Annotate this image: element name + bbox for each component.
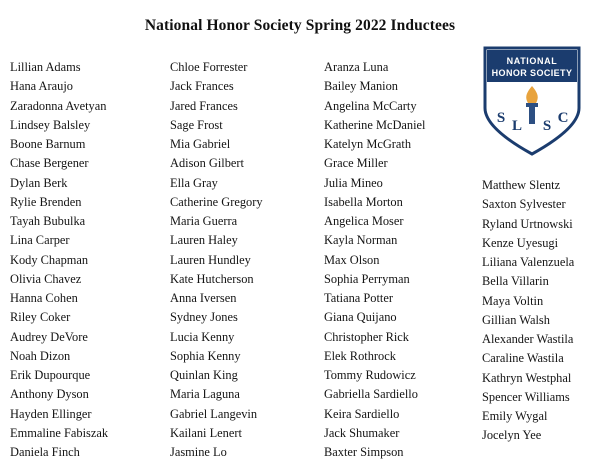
inductee-name: Zaradonna Avetyan (10, 98, 107, 113)
inductee-name: Riley Coker (10, 310, 71, 325)
inductee-name: Erik Dupourque (10, 368, 91, 382)
inductee-name: Gillian Walsh (482, 312, 550, 327)
inductee-name: Emmaline Fabiszak (10, 425, 109, 440)
svg-text:S: S (496, 110, 506, 126)
inductee-name: Saxton Sylvester (482, 197, 566, 212)
inductee-name: Hanna Cohen (10, 291, 78, 305)
inductee-name: Adison Gilbert (170, 156, 244, 171)
inductee-name: Max Olson (324, 252, 380, 267)
inductee-name: Angelina McCarty (324, 98, 417, 113)
inductee-column-4 (478, 58, 600, 462)
inductee-name: Keira Sardiello (324, 406, 400, 421)
inductee-name: Sage Frost (170, 117, 223, 132)
inductee-name: Anthony Dyson (10, 387, 89, 402)
inductee-name: Hana Araujo (10, 79, 73, 94)
inductee-name: Kate Hutcherson (170, 271, 254, 286)
inductee-name: Jocelyn Yee (482, 428, 542, 443)
inductee-name: Isabella Morton (324, 194, 403, 209)
inductee-name: Giana Quijano (324, 310, 397, 325)
inductee-name: Ryland Urtnowski (482, 216, 573, 231)
inductee-name: Maria Guerra (170, 214, 238, 228)
inductee-name: Bella Villarin (482, 274, 549, 289)
svg-text:NATIONAL: NATIONAL (506, 56, 558, 66)
inductee-name: Olivia Chavez (10, 271, 82, 286)
inductee-name: Rylie Brenden (10, 194, 82, 209)
inductee-name: Sophia Kenny (170, 348, 241, 363)
inductee-name: Kathryn Westphal (482, 370, 572, 385)
inductee-name: Jared Frances (170, 98, 238, 113)
inductee-name: Ella Gray (170, 175, 218, 190)
svg-text:C: C (557, 110, 569, 126)
inductee-name: Quinlan King (170, 368, 238, 382)
inductee-name: Angelica Moser (324, 214, 404, 228)
inductee-name: Jasmine Lo (170, 445, 227, 459)
svg-text:S: S (542, 118, 552, 134)
inductee-name: Noah Dizon (10, 348, 71, 363)
inductee-name: Lauren Haley (170, 233, 238, 248)
inductee-name: Katelyn McGrath (324, 137, 412, 151)
inductee-name: Maya Voltin (482, 293, 544, 308)
inductee-name: Hayden Ellinger (10, 406, 92, 421)
inductee-name: Boone Barnum (10, 137, 86, 151)
inductee-name: Bailey Manion (324, 79, 398, 94)
inductee-columns (0, 58, 600, 462)
inductee-name: Liliana Valenzuela (482, 255, 575, 269)
inductee-name: Spencer Williams (482, 389, 570, 404)
inductee-name: Audrey DeVore (10, 329, 88, 344)
inductee-name: Catherine Gregory (170, 194, 263, 209)
inductee-name: Kenze Uyesugi (482, 235, 559, 250)
inductee-name: Tayah Bubulka (10, 214, 86, 228)
inductee-name: Alexander Wastila (482, 332, 574, 346)
inductee-name: Lucia Kenny (170, 329, 235, 344)
inductee-name: Tommy Rudowicz (324, 368, 416, 382)
inductee-name: Baxter Simpson (324, 445, 404, 459)
page-title: National Honor Society Spring 2022 Inductees (144, 17, 456, 34)
inductee-name: Christopher Rick (324, 329, 410, 344)
inductee-name: Anna Iversen (170, 291, 237, 305)
inductee-name: Julia Mineo (324, 175, 383, 190)
inductee-name: Kayla Norman (324, 233, 398, 248)
inductee-name: Grace Miller (324, 156, 388, 171)
inductee-name: Emily Wygal (482, 409, 548, 423)
inductee-name: Daniela Finch (10, 445, 80, 459)
inductee-name: Kailani Lenert (170, 425, 242, 440)
inductee-name: Caraline Wastila (482, 351, 564, 366)
inductee-name: Katherine McDaniel (324, 117, 426, 132)
inductee-name: Gabriel Langevin (170, 406, 258, 421)
inductee-name: Matthew Slentz (482, 178, 561, 192)
inductee-name: Sydney Jones (170, 310, 238, 325)
inductee-name: Lillian Adams (10, 60, 81, 74)
svg-text:L: L (511, 118, 523, 134)
inductee-name: Jack Shumaker (324, 425, 400, 440)
inductee-name: Chloe Forrester (170, 60, 248, 74)
inductee-column-1 (0, 58, 166, 462)
inductee-name: Chase Bergener (10, 156, 89, 171)
inductee-name: Jack Frances (170, 79, 234, 94)
inductee-column-2 (166, 58, 320, 462)
inductee-name: Gabriella Sardiello (324, 387, 418, 402)
inductee-name: Elek Rothrock (324, 348, 396, 363)
inductee-name: Tatiana Potter (324, 291, 393, 305)
inductee-name: Mia Gabriel (170, 137, 231, 151)
inductee-name: Maria Laguna (170, 387, 240, 402)
inductee-name: Sophia Perryman (324, 271, 410, 286)
inductee-name: Aranza Luna (324, 60, 389, 74)
inductee-column-3 (320, 58, 478, 462)
inductee-name: Kody Chapman (10, 252, 89, 267)
svg-text:HONOR SOCIETY: HONOR SOCIETY (491, 68, 573, 78)
inductee-name: Lina Carper (10, 233, 70, 248)
inductee-name: Dylan Berk (10, 175, 68, 190)
inductee-name: Lindsey Balsley (10, 117, 91, 132)
inductee-name: Lauren Hundley (170, 252, 251, 267)
